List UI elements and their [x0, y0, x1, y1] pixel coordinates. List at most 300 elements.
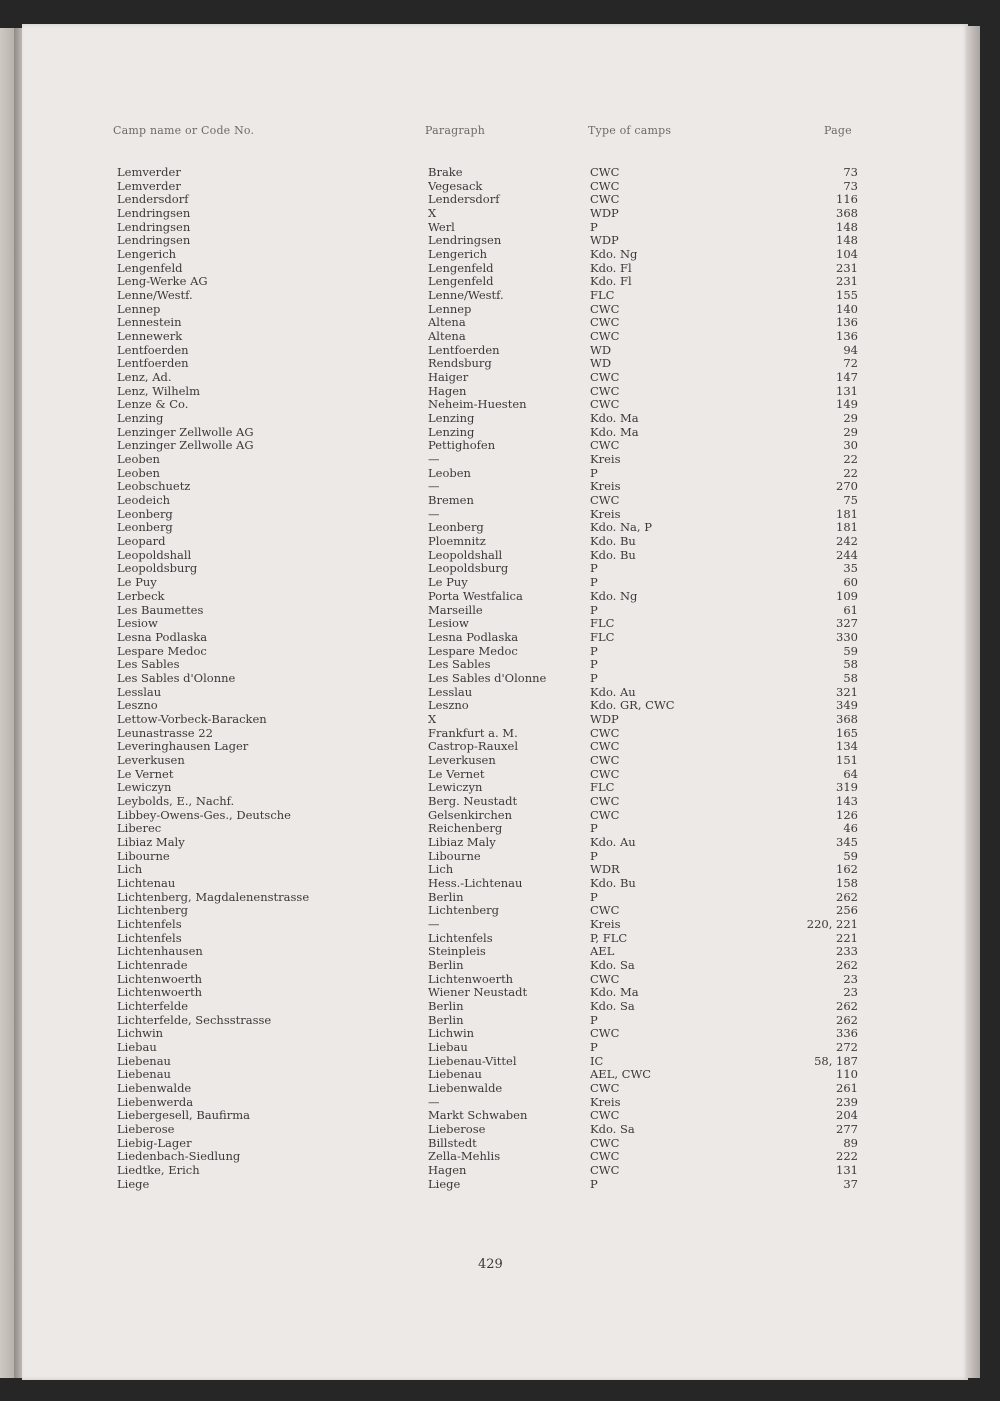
camp-name-cell: Leng-Werke AG	[117, 275, 208, 289]
camp-type-cell: P	[590, 1177, 598, 1191]
camp-name-cell: Lemverder	[117, 166, 181, 179]
table-row	[0, 1055, 1000, 1069]
table-row	[0, 166, 1000, 180]
camp-name-cell: Liebau	[117, 1041, 157, 1054]
paragraph-cell: Leoben	[428, 466, 471, 480]
page-ref-cell: 61	[843, 603, 858, 617]
table-row	[0, 809, 1000, 823]
camp-name-cell: Lichtenfels	[117, 931, 182, 945]
camp-name-cell: Leoben	[117, 466, 160, 480]
page-ref-cell: 220, 221	[806, 917, 858, 931]
page-ref-cell: 134	[836, 740, 858, 754]
paragraph-cell: Liebau	[428, 1041, 468, 1054]
paragraph-cell: Reichenberg	[428, 822, 503, 836]
paragraph-cell: Porta Westfalica	[428, 589, 523, 603]
camp-name-cell: Lennep	[117, 302, 161, 316]
camp-type-cell: Kdo. Ng	[590, 248, 638, 262]
camp-name-cell: Liebig-Lager	[117, 1136, 192, 1150]
page-ref-cell: 116	[836, 193, 858, 207]
page-ref-cell: 29	[843, 412, 858, 426]
camp-name-cell: Lich	[117, 863, 143, 877]
camp-type-cell: Kreis	[590, 917, 621, 931]
paragraph-cell: Le Vernet	[428, 767, 485, 781]
paragraph-cell: Les Sables d'Olonne	[428, 671, 547, 685]
page-ref-cell: 262	[836, 890, 858, 904]
paragraph-cell: Lendersdorf	[428, 193, 500, 207]
paragraph-cell: Le Puy	[428, 576, 468, 590]
table-row	[0, 1027, 1000, 1041]
paragraph-cell: Lichtenberg	[428, 904, 500, 918]
table-row	[0, 822, 1000, 836]
camp-name-cell: Lichtenhausen	[117, 945, 203, 959]
table-row	[0, 1150, 1000, 1164]
camp-name-cell: Lengerich	[117, 248, 177, 262]
paragraph-cell: Rendsburg	[428, 357, 492, 371]
paragraph-cell: Hagen	[428, 1164, 467, 1178]
camp-name-cell: Libourne	[117, 849, 170, 863]
table-row	[0, 248, 1000, 262]
table-row	[0, 713, 1000, 727]
paragraph-cell: Berlin	[428, 999, 464, 1013]
camp-type-cell: P	[590, 658, 598, 672]
table-row	[0, 262, 1000, 276]
page-ref-cell: 242	[836, 535, 858, 549]
page-ref-cell: 126	[836, 808, 858, 822]
table-row	[0, 604, 1000, 618]
paragraph-cell: Ploemnitz	[428, 535, 486, 549]
camp-name-cell: Leonberg	[117, 521, 173, 535]
camp-name-cell: Lerbeck	[117, 589, 165, 603]
camp-name-cell: Lendersdorf	[117, 193, 189, 207]
paragraph-cell: Libourne	[428, 849, 481, 863]
paragraph-cell: —	[428, 480, 440, 494]
paragraph-cell: Lengerich	[428, 248, 488, 262]
table-row	[0, 439, 1000, 453]
paragraph-cell: Liebenau	[428, 1068, 482, 1082]
paragraph-cell: Haiger	[428, 371, 469, 385]
page-ref-cell: 345	[836, 835, 858, 849]
table-row	[0, 521, 1000, 535]
camp-name-cell: Liebergesell, Baufirma	[117, 1109, 250, 1123]
camp-type-cell: Kdo. Ma	[590, 986, 639, 1000]
paragraph-cell: Leverkusen	[428, 753, 496, 767]
camp-name-cell: Leopoldsburg	[117, 562, 198, 576]
page-ref-cell: 29	[843, 425, 858, 439]
paragraph-cell: Leszno	[428, 699, 469, 713]
page-ref-cell: 35	[843, 562, 858, 576]
page-ref-cell: 368	[836, 207, 858, 221]
paragraph-cell: Neheim-Huesten	[428, 398, 527, 412]
page-number: 429	[478, 1257, 503, 1272]
page-ref-cell: 239	[836, 1095, 858, 1109]
page-ref-cell: 73	[843, 179, 858, 193]
camp-type-cell: P	[590, 671, 598, 685]
paragraph-cell: Steinpleis	[428, 945, 486, 959]
paragraph-cell: Billstedt	[428, 1136, 477, 1150]
camp-name-cell: Leonberg	[117, 507, 173, 521]
paragraph-cell: Leopoldshall	[428, 548, 503, 562]
table-row	[0, 672, 1000, 686]
camp-name-cell: Liege	[117, 1177, 150, 1191]
table-row	[0, 480, 1000, 494]
camp-type-cell: Kdo. Bu	[590, 535, 636, 549]
table-row	[0, 795, 1000, 809]
page-ref-cell: 327	[836, 617, 858, 631]
header-type-of-camps: Type of camps	[588, 124, 672, 137]
table-row	[0, 1041, 1000, 1055]
page-ref-cell: 110	[836, 1068, 858, 1082]
camp-name-cell: Lenzing	[117, 412, 164, 426]
page-ref-cell: 59	[843, 849, 858, 863]
table-row	[0, 412, 1000, 426]
paragraph-cell: Zella-Mehlis	[428, 1150, 501, 1164]
table-row	[0, 740, 1000, 754]
camp-type-cell: CWC	[590, 398, 620, 412]
page-ref-cell: 155	[836, 289, 858, 303]
table-row	[0, 1178, 1000, 1192]
table-row	[0, 1109, 1000, 1123]
paragraph-cell: Lengenfeld	[428, 275, 494, 289]
camp-type-cell: P	[590, 644, 598, 658]
page-ref-cell: 244	[836, 548, 858, 562]
page-ref-cell: 46	[843, 822, 858, 836]
page-ref-cell: 270	[836, 480, 858, 494]
paragraph-cell: Markt Schwaben	[428, 1109, 528, 1123]
page-ref-cell: 221	[836, 931, 858, 945]
camp-name-cell: Liebenwerda	[117, 1095, 194, 1109]
paragraph-cell: —	[428, 1095, 440, 1109]
table-row	[0, 426, 1000, 440]
page-ref-cell: 58, 187	[814, 1054, 858, 1068]
paragraph-cell: Berlin	[428, 958, 464, 972]
table-row	[0, 863, 1000, 877]
page-ref-cell: 261	[836, 1082, 858, 1096]
camp-type-cell: P	[590, 576, 598, 590]
page-ref-cell: 136	[836, 330, 858, 344]
camp-name-cell: Lendringsen	[117, 220, 191, 234]
camp-name-cell: Lichtenwoerth	[117, 972, 203, 986]
camp-name-cell: Lentfoerden	[117, 357, 189, 371]
page-ref-cell: 73	[843, 166, 858, 179]
camp-type-cell: Kdo. Fl	[590, 261, 632, 275]
table-row	[0, 754, 1000, 768]
camp-type-cell: CWC	[590, 1164, 620, 1178]
page-ref-cell: 23	[843, 986, 858, 1000]
camp-type-cell: CWC	[590, 767, 620, 781]
camp-type-cell: P	[590, 562, 598, 576]
camp-name-cell: Libbey-Owens-Ges., Deutsche	[117, 808, 291, 822]
camp-name-cell: Lichterfelde, Sechsstrasse	[117, 1013, 272, 1027]
camp-name-cell: Lichtenberg	[117, 904, 189, 918]
camp-name-cell: Les Baumettes	[117, 603, 204, 617]
camp-name-cell: Liebenwalde	[117, 1082, 192, 1096]
paragraph-cell: Lenne/Westf.	[428, 289, 504, 303]
camp-name-cell: Libiaz Maly	[117, 835, 185, 849]
camp-type-cell: P	[590, 1041, 598, 1054]
table-row	[0, 877, 1000, 891]
camp-name-cell: Lendringsen	[117, 234, 191, 248]
paragraph-cell: Marseille	[428, 603, 483, 617]
page-ref-cell: 89	[843, 1136, 858, 1150]
camp-type-cell: CWC	[590, 1109, 620, 1123]
camp-name-cell: Leopard	[117, 535, 166, 549]
paragraph-cell: Lieberose	[428, 1123, 486, 1137]
table-row	[0, 836, 1000, 850]
paragraph-cell: Libiaz Maly	[428, 835, 496, 849]
table-row	[0, 1082, 1000, 1096]
paragraph-cell: Bremen	[428, 494, 474, 508]
paragraph-cell: —	[428, 507, 440, 521]
page-ref-cell: 37	[843, 1177, 858, 1191]
page-ref-cell: 165	[836, 726, 858, 740]
camp-name-cell: Lenzinger Zellwolle AG	[117, 439, 254, 453]
paragraph-cell: Lichtenwoerth	[428, 972, 514, 986]
camp-name-cell: Leveringhausen Lager	[117, 740, 249, 754]
camp-name-cell: Lichtenberg, Magdalenenstrasse	[117, 890, 310, 904]
page-ref-cell: 148	[836, 220, 858, 234]
table-row	[0, 973, 1000, 987]
camp-type-cell: Kreis	[590, 453, 621, 467]
page-ref-cell: 143	[836, 794, 858, 808]
table-row	[0, 289, 1000, 303]
table-row	[0, 535, 1000, 549]
paragraph-cell: Lendringsen	[428, 234, 502, 248]
table-row	[0, 193, 1000, 207]
paragraph-cell: Wiener Neustadt	[428, 986, 528, 1000]
camp-name-cell: Lendringsen	[117, 207, 191, 221]
table-row	[0, 385, 1000, 399]
table-row	[0, 850, 1000, 864]
table-row	[0, 316, 1000, 330]
table-row	[0, 1123, 1000, 1137]
camp-type-cell: CWC	[590, 439, 620, 453]
camp-type-cell: Kdo. Au	[590, 685, 636, 699]
paragraph-cell: Frankfurt a. M.	[428, 726, 518, 740]
paragraph-cell: Lennep	[428, 302, 472, 316]
header-camp-name: Camp name or Code No.	[113, 124, 255, 137]
table-row	[0, 768, 1000, 782]
table-row	[0, 371, 1000, 385]
paragraph-cell: Lichwin	[428, 1027, 475, 1041]
page-ref-cell: 181	[836, 507, 858, 521]
camp-type-cell: WDP	[590, 207, 619, 221]
page-ref-cell: 131	[836, 384, 858, 398]
paragraph-cell: Liebenau-Vittel	[428, 1054, 517, 1068]
paragraph-cell: Leonberg	[428, 521, 484, 535]
table-row	[0, 781, 1000, 795]
camp-type-cell: CWC	[590, 494, 620, 508]
page-ref-cell: 148	[836, 234, 858, 248]
camp-type-cell: CWC	[590, 330, 620, 344]
camp-name-cell: Le Vernet	[117, 767, 174, 781]
camp-name-cell: Lettow-Vorbeck-Baracken	[117, 712, 267, 726]
camp-type-cell: P	[590, 466, 598, 480]
paragraph-cell: Lenzing	[428, 412, 475, 426]
table-row	[0, 904, 1000, 918]
page-ref-cell: 22	[843, 466, 858, 480]
table-row	[0, 891, 1000, 905]
camp-type-cell: P	[590, 849, 598, 863]
paragraph-cell: Lesiow	[428, 617, 469, 631]
camp-type-cell: CWC	[590, 384, 620, 398]
camp-type-cell: AEL	[590, 945, 615, 959]
table-row	[0, 453, 1000, 467]
page-ref-cell: 368	[836, 712, 858, 726]
camp-type-cell: Kdo. Na, P	[590, 521, 652, 535]
page-ref-cell: 131	[836, 1164, 858, 1178]
paragraph-cell: Lenzing	[428, 425, 475, 439]
camp-name-cell: Lenz, Ad.	[117, 371, 172, 385]
table-row	[0, 549, 1000, 563]
page-ref-cell: 231	[836, 275, 858, 289]
camp-type-cell: CWC	[590, 972, 620, 986]
camp-name-cell: Lenne/Westf.	[117, 289, 193, 303]
page-ref-cell: 136	[836, 316, 858, 330]
page-ref-cell: 59	[843, 644, 858, 658]
table-row	[0, 180, 1000, 194]
page-ref-cell: 262	[836, 1013, 858, 1027]
paragraph-cell: Gelsenkirchen	[428, 808, 512, 822]
table-row	[0, 932, 1000, 946]
camp-type-cell: WDP	[590, 234, 619, 248]
camp-name-cell: Le Puy	[117, 576, 157, 590]
page-ref-cell: 233	[836, 945, 858, 959]
camp-type-cell: Kdo. Bu	[590, 548, 636, 562]
camp-name-cell: Les Sables d'Olonne	[117, 671, 236, 685]
camp-name-cell: Lesslau	[117, 685, 162, 699]
camp-type-cell: P	[590, 822, 598, 836]
page-ref-cell: 330	[836, 630, 858, 644]
camp-type-cell: FLC	[590, 630, 615, 644]
paragraph-cell: Liebenwalde	[428, 1082, 503, 1096]
page-ref-cell: 336	[836, 1027, 858, 1041]
paragraph-cell: Castrop-Rauxel	[428, 740, 519, 754]
page-ref-cell: 262	[836, 958, 858, 972]
index-table	[0, 166, 1000, 1191]
camp-name-cell: Leodeich	[117, 494, 171, 508]
camp-name-cell: Lenze & Co.	[117, 398, 189, 412]
paragraph-cell: Brake	[428, 166, 463, 179]
camp-name-cell: Leoben	[117, 453, 160, 467]
paragraph-cell: Lesna Podlaska	[428, 630, 519, 644]
page-ref-cell: 140	[836, 302, 858, 316]
camp-name-cell: Liebenau	[117, 1068, 171, 1082]
table-row	[0, 234, 1000, 248]
camp-type-cell: Kdo. Sa	[590, 958, 635, 972]
camp-type-cell: CWC	[590, 740, 620, 754]
paragraph-cell: Lich	[428, 863, 454, 877]
table-row	[0, 207, 1000, 221]
page-ref-cell: 321	[836, 685, 858, 699]
camp-name-cell: Liberec	[117, 822, 162, 836]
page-ref-cell: 222	[836, 1150, 858, 1164]
camp-name-cell: Lichtenrade	[117, 958, 188, 972]
paragraph-cell: X	[428, 712, 437, 726]
camp-type-cell: CWC	[590, 753, 620, 767]
page-ref-cell: 181	[836, 521, 858, 535]
paragraph-cell: Hagen	[428, 384, 467, 398]
camp-type-cell: CWC	[590, 794, 620, 808]
header-paragraph: Paragraph	[425, 124, 486, 137]
camp-type-cell: CWC	[590, 1136, 620, 1150]
table-row	[0, 508, 1000, 522]
table-row	[0, 945, 1000, 959]
camp-name-cell: Lennewerk	[117, 330, 183, 344]
camp-type-cell: IC	[590, 1054, 604, 1068]
page-ref-cell: 256	[836, 904, 858, 918]
paragraph-cell: Altena	[428, 316, 466, 330]
page-ref-cell: 162	[836, 863, 858, 877]
table-row	[0, 357, 1000, 371]
camp-name-cell: Lentfoerden	[117, 343, 189, 357]
camp-type-cell: P	[590, 220, 598, 234]
page-ref-cell: 104	[836, 248, 858, 262]
camp-type-cell: CWC	[590, 179, 620, 193]
paragraph-cell: Vegesack	[428, 179, 483, 193]
paragraph-cell: Werl	[428, 220, 455, 234]
paragraph-cell: Berlin	[428, 1013, 464, 1027]
camp-type-cell: CWC	[590, 904, 620, 918]
page-ref-cell: 58	[843, 671, 858, 685]
page-ref-cell: 60	[843, 576, 858, 590]
paragraph-cell: Lespare Medoc	[428, 644, 518, 658]
page-ref-cell: 158	[836, 876, 858, 890]
camp-type-cell: FLC	[590, 289, 615, 303]
camp-type-cell: CWC	[590, 1027, 620, 1041]
camp-type-cell: CWC	[590, 1150, 620, 1164]
camp-name-cell: Lenz, Wilhelm	[117, 384, 200, 398]
camp-type-cell: P	[590, 890, 598, 904]
camp-name-cell: Leszno	[117, 699, 158, 713]
page-ref-cell: 151	[836, 753, 858, 767]
page-ref-cell: 262	[836, 999, 858, 1013]
camp-type-cell: CWC	[590, 193, 620, 207]
table-row	[0, 330, 1000, 344]
table-row	[0, 576, 1000, 590]
table-row	[0, 645, 1000, 659]
camp-type-cell: Kdo. Bu	[590, 876, 636, 890]
table-row	[0, 658, 1000, 672]
camp-type-cell: Kdo. Ma	[590, 412, 639, 426]
page-ref-cell: 72	[843, 357, 858, 371]
page-ref-cell: 94	[843, 343, 858, 357]
camp-name-cell: Lengenfeld	[117, 261, 183, 275]
camp-type-cell: CWC	[590, 808, 620, 822]
paragraph-cell: Les Sables	[428, 658, 491, 672]
camp-type-cell: FLC	[590, 617, 615, 631]
camp-name-cell: Lichwin	[117, 1027, 164, 1041]
camp-name-cell: Lesna Podlaska	[117, 630, 208, 644]
table-row	[0, 1000, 1000, 1014]
table-row	[0, 727, 1000, 741]
paragraph-cell: Berlin	[428, 890, 464, 904]
page-ref-cell: 231	[836, 261, 858, 275]
camp-name-cell: Lemverder	[117, 179, 181, 193]
camp-name-cell: Lenzinger Zellwolle AG	[117, 425, 254, 439]
paragraph-cell: Lewiczyn	[428, 781, 483, 795]
table-row	[0, 344, 1000, 358]
page-ref-cell: 147	[836, 371, 858, 385]
camp-name-cell: Leunastrasse 22	[117, 726, 213, 740]
paragraph-cell: Lentfoerden	[428, 343, 500, 357]
table-row	[0, 959, 1000, 973]
table-row	[0, 467, 1000, 481]
paragraph-cell: Altena	[428, 330, 466, 344]
paragraph-cell: —	[428, 917, 440, 931]
camp-name-cell: Lieberose	[117, 1123, 175, 1137]
camp-type-cell: Kreis	[590, 507, 621, 521]
camp-type-cell: FLC	[590, 781, 615, 795]
